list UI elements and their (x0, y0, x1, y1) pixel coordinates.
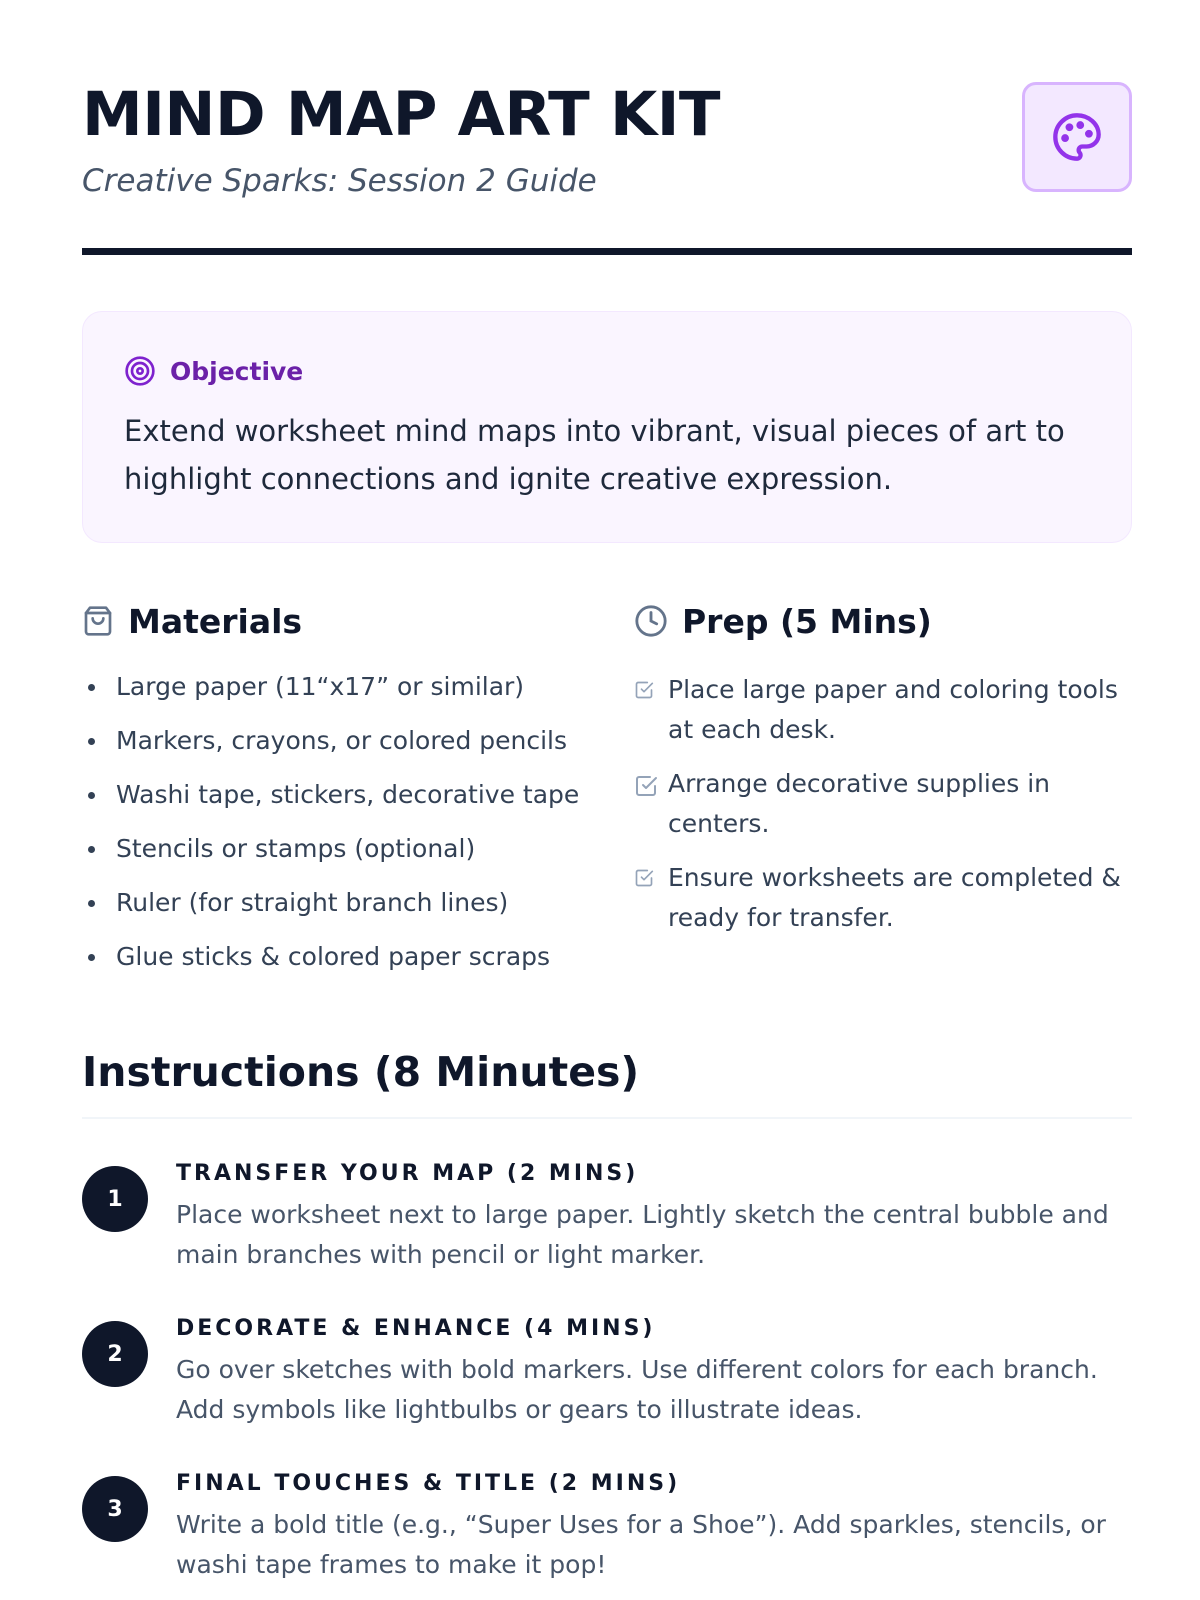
bullet-dot (88, 684, 95, 691)
material-label: Large paper (11“x17” or similar) (116, 672, 525, 701)
shopping-bag-icon (82, 605, 114, 637)
material-label: Markers, crayons, or colored pencils (116, 726, 568, 755)
bullet-dot (88, 954, 95, 961)
page-subtitle: Creative Sparks: Session 2 Guide (82, 163, 597, 199)
step-title: DECORATE & ENHANCE (4 MINS) (176, 1316, 656, 1341)
step-description: Place worksheet next to large paper. Lightly sketch the central bubble and main branches with pencil or light marker. (176, 1200, 1109, 1269)
list-item (82, 778, 602, 812)
prep-item-label: Place large paper and coloring tools at each desk. (668, 675, 1118, 744)
step-number-badge: 2 (82, 1321, 148, 1387)
material-label: Washi tape, stickers, decorative tape (116, 780, 580, 809)
step-number-badge: 1 (82, 1166, 148, 1232)
prep-checklist (634, 670, 1132, 938)
list-item (82, 886, 602, 920)
step-title: TRANSFER YOUR MAP (2 MINS) (176, 1161, 639, 1186)
list-item (82, 832, 602, 866)
checklist-item (634, 764, 1132, 844)
instructions-title: Instructions (8 Minutes) (82, 1048, 640, 1096)
list-item (82, 670, 602, 704)
material-label: Glue sticks & colored paper scraps (116, 942, 551, 971)
list-item (82, 940, 602, 974)
prep-item-label: Ensure worksheets are completed & ready for transfer. (668, 863, 1121, 932)
objective-card (82, 311, 1132, 543)
step-description: Write a bold title (e.g., “Super Uses for a Shoe”). Add sparkles, stencils, or washi tape frames to make it pop! (176, 1510, 1106, 1579)
materials-header (82, 598, 602, 644)
materials-title: Materials (128, 601, 303, 641)
checkbox-checked-icon (634, 774, 658, 798)
target-icon (124, 355, 156, 387)
bullet-dot (88, 846, 95, 853)
header (82, 0, 1132, 256)
checkbox-checked-icon (634, 868, 654, 888)
step-description: Go over sketches with bold markers. Use different colors for each branch. Add symbols like lightbulbs or gears to illustrate ideas. (176, 1355, 1098, 1424)
clock-icon (634, 604, 668, 638)
checklist-item (634, 858, 1132, 938)
materials-section (82, 598, 602, 994)
materials-list (82, 670, 602, 974)
material-label: Ruler (for straight branch lines) (116, 888, 509, 917)
palette-icon (1051, 111, 1103, 163)
instructions-divider (82, 1117, 1132, 1119)
step-title: FINAL TOUCHES & TITLE (2 MINS) (176, 1471, 681, 1496)
worksheet-page (82, 0, 1132, 1579)
objective-label: Objective (170, 356, 304, 386)
logo-badge (1022, 82, 1132, 192)
bullet-dot (88, 792, 95, 799)
header-divider (82, 248, 1132, 255)
step-number-badge: 3 (82, 1476, 148, 1542)
prep-header (634, 598, 1132, 644)
list-item (82, 724, 602, 758)
prep-title: Prep (5 Mins) (682, 601, 932, 641)
prep-section (634, 598, 1132, 952)
material-label: Stencils or stamps (optional) (116, 834, 476, 863)
prep-item-label: Arrange decorative supplies in centers. (668, 769, 1050, 838)
bullet-dot (88, 900, 95, 907)
checkbox-checked-icon (634, 680, 654, 700)
objective-header (124, 355, 303, 387)
objective-text: Extend worksheet mind maps into vibrant, visual pieces of art to highlight connections and ignite creative expression. (124, 414, 1065, 496)
bullet-dot (88, 738, 95, 745)
checklist-item (634, 670, 1132, 750)
page-title: MIND MAP ART KIT (82, 79, 721, 150)
